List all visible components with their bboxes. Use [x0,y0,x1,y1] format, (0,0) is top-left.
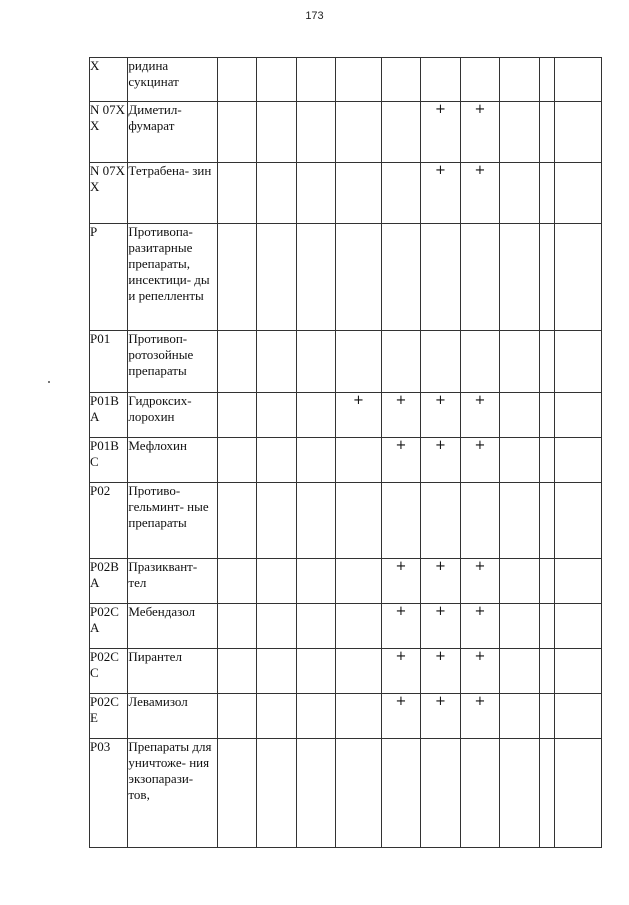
mark-cell [257,102,296,163]
mark-cell [381,102,420,163]
mark-cell [539,393,555,438]
mark-cell [381,739,420,848]
mark-cell [217,438,256,483]
drug-name-cell: Левамизол [128,694,217,739]
mark-cell: + [421,393,460,438]
drug-name-cell: Пирантел [128,649,217,694]
mark-cell: + [421,438,460,483]
mark-cell [257,331,296,393]
mark-cell: + [460,102,499,163]
mark-cell [539,559,555,604]
mark-cell [296,224,335,331]
mark-cell [257,604,296,649]
mark-cell: + [460,559,499,604]
mark-cell [555,483,602,559]
mark-cell: + [381,649,420,694]
mark-cell [460,739,499,848]
mark-cell: + [381,559,420,604]
mark-cell [555,559,602,604]
mark-cell [296,163,335,224]
mark-cell: + [421,163,460,224]
table-row [90,739,602,848]
table-row [90,58,602,102]
mark-cell [296,331,335,393]
mark-cell [296,739,335,848]
mark-cell: + [460,393,499,438]
mark-cell [460,58,499,102]
scan-speck [48,381,50,383]
mark-cell [381,58,420,102]
mark-cell [257,739,296,848]
mark-cell [217,559,256,604]
drug-table [89,57,602,848]
mark-cell [296,694,335,739]
mark-cell [296,649,335,694]
table-row [90,694,602,739]
mark-cell [217,163,256,224]
mark-cell [500,604,539,649]
mark-cell [381,331,420,393]
atc-code-cell: P01B A [90,393,128,438]
mark-cell: + [421,649,460,694]
mark-cell [500,483,539,559]
mark-cell [336,331,382,393]
mark-cell [381,224,420,331]
drug-name-cell: Мефлохин [128,438,217,483]
mark-cell [539,739,555,848]
mark-cell: + [336,393,382,438]
mark-cell [217,483,256,559]
mark-cell [500,393,539,438]
mark-cell [421,331,460,393]
mark-cell [539,604,555,649]
atc-code-cell: P02C C [90,649,128,694]
drug-name-cell: ридина сукцинат [128,58,217,102]
mark-cell [381,483,420,559]
mark-cell: + [421,604,460,649]
mark-cell [257,438,296,483]
mark-cell [500,739,539,848]
mark-cell: + [421,559,460,604]
mark-cell [555,393,602,438]
mark-cell [296,438,335,483]
drug-name-cell: Тетрабена- зин [128,163,217,224]
mark-cell [257,58,296,102]
mark-cell [500,163,539,224]
mark-cell [257,694,296,739]
mark-cell [257,649,296,694]
mark-cell [381,163,420,224]
mark-cell [421,58,460,102]
mark-cell [336,739,382,848]
mark-cell [217,649,256,694]
atc-code-cell: N 07X X [90,102,128,163]
drug-name-cell: Противопа- разитарные препараты, инсектици- ды и репелленты [128,224,217,331]
mark-cell [336,438,382,483]
mark-cell [217,393,256,438]
mark-cell [336,483,382,559]
mark-cell [500,438,539,483]
mark-cell [460,224,499,331]
mark-cell [500,559,539,604]
atc-code-cell: P03 [90,739,128,848]
mark-cell: + [381,438,420,483]
mark-cell [539,163,555,224]
mark-cell [257,393,296,438]
mark-cell: + [421,102,460,163]
mark-cell [296,393,335,438]
mark-cell [336,694,382,739]
mark-cell [555,649,602,694]
atc-code-cell: P01 [90,331,128,393]
mark-cell [336,58,382,102]
mark-cell: + [460,438,499,483]
mark-cell [217,102,256,163]
mark-cell [539,58,555,102]
table-row [90,163,602,224]
atc-code-cell: P02C E [90,694,128,739]
drug-name-cell: Противоп- ротозойные препараты [128,331,217,393]
mark-cell [421,739,460,848]
mark-cell [539,483,555,559]
table-row [90,483,602,559]
drug-name-cell: Мебендазол [128,604,217,649]
table-row [90,331,602,393]
mark-cell [500,58,539,102]
page-number: 173 [305,10,324,22]
mark-cell [336,224,382,331]
mark-cell [555,102,602,163]
mark-cell: + [460,163,499,224]
mark-cell [257,559,296,604]
mark-cell [555,163,602,224]
table-row [90,102,602,163]
mark-cell [296,483,335,559]
mark-cell: + [460,604,499,649]
atc-code-cell: N 07X X [90,163,128,224]
mark-cell [500,102,539,163]
mark-cell [257,224,296,331]
mark-cell [336,559,382,604]
mark-cell [296,604,335,649]
mark-cell [336,649,382,694]
drug-name-cell: Препараты для уничтоже- ния экзопарази- тов, [128,739,217,848]
mark-cell [296,559,335,604]
mark-cell [460,331,499,393]
atc-code-cell: P02B A [90,559,128,604]
mark-cell [539,438,555,483]
mark-cell [555,224,602,331]
mark-cell [539,224,555,331]
mark-cell [336,163,382,224]
mark-cell [555,438,602,483]
mark-cell [421,224,460,331]
mark-cell [539,102,555,163]
table-row [90,649,602,694]
mark-cell [296,102,335,163]
mark-cell [500,694,539,739]
mark-cell [539,694,555,739]
atc-code-cell: X [90,58,128,102]
mark-cell [217,739,256,848]
mark-cell [217,694,256,739]
mark-cell [500,649,539,694]
table-row [90,559,602,604]
mark-cell [555,604,602,649]
table-row [90,393,602,438]
mark-cell [539,649,555,694]
mark-cell: + [381,694,420,739]
mark-cell: + [421,694,460,739]
mark-cell [217,58,256,102]
mark-cell [555,331,602,393]
mark-cell [296,58,335,102]
mark-cell [217,331,256,393]
mark-cell [421,483,460,559]
atc-code-cell: P02 [90,483,128,559]
mark-cell: + [460,694,499,739]
mark-cell: + [460,649,499,694]
mark-cell: + [381,604,420,649]
mark-cell [555,58,602,102]
mark-cell [500,224,539,331]
mark-cell [336,604,382,649]
mark-cell [500,331,539,393]
mark-cell [539,331,555,393]
mark-cell [336,102,382,163]
table-row [90,224,602,331]
table-row [90,604,602,649]
atc-code-cell: P01B C [90,438,128,483]
atc-code-cell: P [90,224,128,331]
drug-name-cell: Празиквант- тел [128,559,217,604]
mark-cell [217,224,256,331]
mark-cell [217,604,256,649]
mark-cell [555,739,602,848]
mark-cell [257,163,296,224]
drug-name-cell: Диметил- фумарат [128,102,217,163]
drug-name-cell: Противо- гельминт- ные препараты [128,483,217,559]
mark-cell [460,483,499,559]
atc-code-cell: P02C A [90,604,128,649]
mark-cell [555,694,602,739]
mark-cell: + [381,393,420,438]
drug-name-cell: Гидроксих- лорохин [128,393,217,438]
table-row [90,438,602,483]
mark-cell [257,483,296,559]
